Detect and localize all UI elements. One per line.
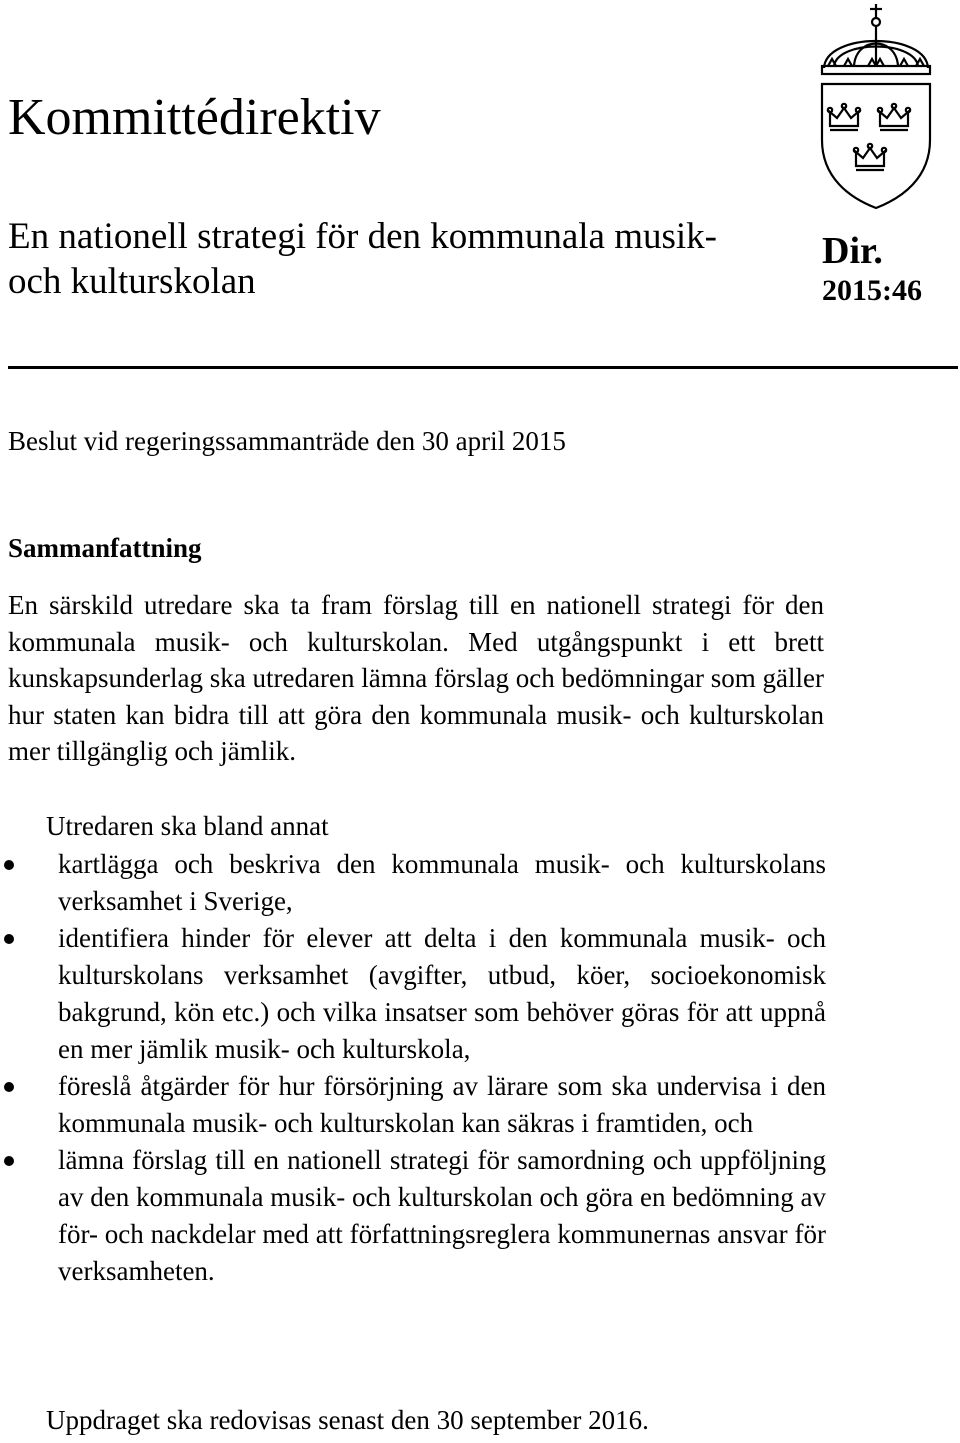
bullet-icon [4,934,14,944]
summary-heading: Sammanfattning [8,533,202,563]
list-item-text: identifiera hinder för elever att delta i den kommunala musik- och kulturskolans verksamhet (avgifter, utbud, köer, socioekonomisk bakgrund, kön etc.) och vilka insatser som behöver göras för att uppnå en mer jämlik musik- och kulturskola, [58,923,826,1064]
directive-number: 2015:46 [822,274,922,307]
list-item [0,920,826,1068]
closing-line: Uppdraget ska redovisas senast den 30 september 2016. [46,1405,649,1435]
summary-paragraph: En särskild utredare ska ta fram förslag till en nationell strategi för den kommunala musik- och kulturskolan. Med utgångspunkt i ett brett kunskapsunderlag ska utredaren lämna förslag och bedömningar som gäller hur staten kan bidra till att göra den kommunala musik- och kulturskolan mer tillgänglig och jämlik. [8,590,824,766]
assignment-bullet-list [0,846,826,1290]
assignment-intro: Utredaren ska bland annat [46,811,329,841]
swedish-government-crown-emblem-icon [812,2,944,210]
list-item-text: lämna förslag till en nationell strategi för samordning och uppföljning av den kommunala musik- och kulturskolan och göra en bedömning av för- och nackdelar med att författningsreglera kommunernas ansvar för verksamheten. [58,1145,826,1286]
document-subtitle: En nationell strategi för den kommunala musik- och kulturskolan [8,216,717,302]
directive-label: Dir. [822,230,883,272]
document-title: Kommittédirektiv [8,89,381,146]
list-item-text: föreslå åtgärder för hur försörjning av lärare som ska undervisa i den kommunala musik- och kulturskolan kan säkras i framtiden, och [58,1071,826,1138]
bullet-icon [4,1082,14,1092]
list-item [0,846,826,920]
list-item [0,1142,826,1290]
bullet-icon [4,1156,14,1166]
header-divider [8,366,958,369]
list-item-text: kartlägga och beskriva den kommunala musik- och kulturskolans verksamhet i Sverige, [58,849,826,916]
list-item [0,1068,826,1142]
bullet-icon [4,860,14,870]
decision-line: Beslut vid regeringssammanträde den 30 april 2015 [8,426,566,456]
